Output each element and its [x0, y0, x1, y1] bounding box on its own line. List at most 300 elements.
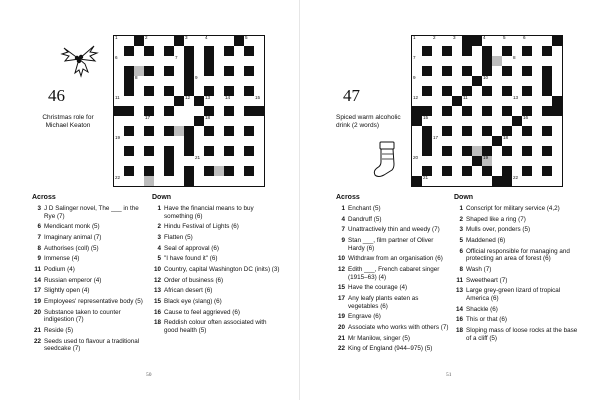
- grid-cell[interactable]: [214, 46, 223, 55]
- grid-cell[interactable]: [552, 116, 561, 125]
- grid-cell[interactable]: [254, 116, 263, 125]
- grid-cell[interactable]: [134, 66, 143, 75]
- grid-cell[interactable]: [134, 76, 143, 85]
- grid-cell[interactable]: [174, 146, 183, 155]
- grid-cell[interactable]: [412, 86, 421, 95]
- grid-cell[interactable]: [452, 66, 461, 75]
- grid-cell[interactable]: [234, 146, 243, 155]
- grid-cell[interactable]: [422, 176, 431, 185]
- grid-cell[interactable]: [144, 76, 153, 85]
- crossword-grid[interactable]: [411, 35, 563, 187]
- grid-cell[interactable]: [234, 176, 243, 185]
- grid-cell[interactable]: [482, 156, 491, 165]
- grid-cell[interactable]: [244, 176, 253, 185]
- grid-cell[interactable]: [174, 126, 183, 135]
- grid-cell[interactable]: [512, 166, 521, 175]
- grid-cell[interactable]: [214, 146, 223, 155]
- grid-cell[interactable]: [482, 76, 491, 85]
- grid-cell[interactable]: [154, 46, 163, 55]
- grid-cell[interactable]: [412, 166, 421, 175]
- grid-cell[interactable]: [432, 176, 441, 185]
- grid-cell[interactable]: [234, 126, 243, 135]
- grid-cell[interactable]: [144, 116, 153, 125]
- grid-cell[interactable]: [234, 86, 243, 95]
- grid-cell[interactable]: [164, 96, 173, 105]
- grid-cell[interactable]: [194, 86, 203, 95]
- grid-cell[interactable]: [164, 76, 173, 85]
- grid-cell[interactable]: [174, 56, 183, 65]
- grid-cell[interactable]: [244, 156, 253, 165]
- grid-cell[interactable]: [432, 136, 441, 145]
- grid-cell[interactable]: [442, 96, 451, 105]
- grid-cell[interactable]: [224, 116, 233, 125]
- grid-cell[interactable]: [522, 56, 531, 65]
- grid-cell[interactable]: [254, 46, 263, 55]
- grid-cell[interactable]: [412, 36, 421, 45]
- grid-cell[interactable]: [204, 136, 213, 145]
- grid-cell[interactable]: [174, 66, 183, 75]
- grid-cell[interactable]: [224, 96, 233, 105]
- grid-cell[interactable]: [512, 46, 521, 55]
- grid-cell[interactable]: [512, 126, 521, 135]
- grid-cell[interactable]: [492, 166, 501, 175]
- grid-cell[interactable]: [154, 126, 163, 135]
- grid-cell[interactable]: [154, 36, 163, 45]
- grid-cell[interactable]: [114, 46, 123, 55]
- grid-cell[interactable]: [194, 76, 203, 85]
- grid-cell[interactable]: [442, 76, 451, 85]
- grid-cell[interactable]: [552, 136, 561, 145]
- grid-cell[interactable]: [204, 76, 213, 85]
- grid-cell[interactable]: [114, 56, 123, 65]
- grid-cell[interactable]: [194, 66, 203, 75]
- grid-cell[interactable]: [462, 96, 471, 105]
- grid-cell[interactable]: [512, 136, 521, 145]
- grid-cell[interactable]: [482, 36, 491, 45]
- grid-cell[interactable]: [552, 126, 561, 135]
- grid-cell[interactable]: [422, 36, 431, 45]
- grid-cell[interactable]: [432, 96, 441, 105]
- grid-cell[interactable]: [512, 106, 521, 115]
- grid-cell[interactable]: [532, 46, 541, 55]
- grid-cell[interactable]: [542, 56, 551, 65]
- grid-cell[interactable]: [254, 156, 263, 165]
- grid-cell[interactable]: [522, 156, 531, 165]
- grid-cell[interactable]: [254, 86, 263, 95]
- grid-cell[interactable]: [492, 56, 501, 65]
- grid-cell[interactable]: [482, 136, 491, 145]
- grid-cell[interactable]: [512, 86, 521, 95]
- grid-cell[interactable]: [512, 156, 521, 165]
- grid-cell[interactable]: [472, 86, 481, 95]
- grid-cell[interactable]: [492, 96, 501, 105]
- grid-cell[interactable]: [164, 56, 173, 65]
- grid-cell[interactable]: [204, 96, 213, 105]
- grid-cell[interactable]: [552, 56, 561, 65]
- grid-cell[interactable]: [124, 96, 133, 105]
- grid-cell[interactable]: [134, 106, 143, 115]
- grid-cell[interactable]: [124, 36, 133, 45]
- grid-cell[interactable]: [452, 106, 461, 115]
- grid-cell[interactable]: [432, 56, 441, 65]
- grid-cell[interactable]: [184, 116, 193, 125]
- grid-cell[interactable]: [432, 86, 441, 95]
- grid-cell[interactable]: [432, 156, 441, 165]
- grid-cell[interactable]: [472, 176, 481, 185]
- grid-cell[interactable]: [412, 126, 421, 135]
- grid-cell[interactable]: [522, 96, 531, 105]
- grid-cell[interactable]: [492, 156, 501, 165]
- grid-cell[interactable]: [224, 36, 233, 45]
- grid-cell[interactable]: [144, 36, 153, 45]
- grid-cell[interactable]: [532, 86, 541, 95]
- grid-cell[interactable]: [432, 116, 441, 125]
- grid-cell[interactable]: [492, 66, 501, 75]
- grid-cell[interactable]: [502, 96, 511, 105]
- grid-cell[interactable]: [194, 166, 203, 175]
- grid-cell[interactable]: [224, 156, 233, 165]
- grid-cell[interactable]: [174, 136, 183, 145]
- grid-cell[interactable]: [254, 136, 263, 145]
- grid-cell[interactable]: [482, 96, 491, 105]
- grid-cell[interactable]: [532, 176, 541, 185]
- grid-cell[interactable]: [214, 176, 223, 185]
- grid-cell[interactable]: [114, 156, 123, 165]
- grid-cell[interactable]: [442, 36, 451, 45]
- grid-cell[interactable]: [114, 176, 123, 185]
- grid-cell[interactable]: [154, 106, 163, 115]
- grid-cell[interactable]: [442, 156, 451, 165]
- grid-cell[interactable]: [134, 96, 143, 105]
- grid-cell[interactable]: [154, 56, 163, 65]
- grid-cell[interactable]: [462, 156, 471, 165]
- grid-cell[interactable]: [214, 36, 223, 45]
- grid-cell[interactable]: [492, 116, 501, 125]
- grid-cell[interactable]: [452, 36, 461, 45]
- grid-cell[interactable]: [134, 166, 143, 175]
- grid-cell[interactable]: [144, 56, 153, 65]
- grid-cell[interactable]: [194, 46, 203, 55]
- grid-cell[interactable]: [144, 136, 153, 145]
- grid-cell[interactable]: [512, 146, 521, 155]
- grid-cell[interactable]: [174, 86, 183, 95]
- grid-cell[interactable]: [472, 66, 481, 75]
- grid-cell[interactable]: [432, 76, 441, 85]
- grid-cell[interactable]: [174, 76, 183, 85]
- grid-cell[interactable]: [442, 176, 451, 185]
- grid-cell[interactable]: [522, 116, 531, 125]
- grid-cell[interactable]: [412, 146, 421, 155]
- grid-cell[interactable]: [432, 146, 441, 155]
- grid-cell[interactable]: [412, 56, 421, 65]
- grid-cell[interactable]: [134, 86, 143, 95]
- grid-cell[interactable]: [552, 146, 561, 155]
- grid-cell[interactable]: [442, 116, 451, 125]
- grid-cell[interactable]: [412, 66, 421, 75]
- grid-cell[interactable]: [194, 56, 203, 65]
- grid-cell[interactable]: [552, 66, 561, 75]
- grid-cell[interactable]: [114, 146, 123, 155]
- grid-cell[interactable]: [124, 116, 133, 125]
- grid-cell[interactable]: [154, 146, 163, 155]
- grid-cell[interactable]: [134, 56, 143, 65]
- grid-cell[interactable]: [114, 136, 123, 145]
- grid-cell[interactable]: [512, 66, 521, 75]
- grid-cell[interactable]: [552, 156, 561, 165]
- grid-cell[interactable]: [154, 136, 163, 145]
- grid-cell[interactable]: [552, 166, 561, 175]
- grid-cell[interactable]: [532, 36, 541, 45]
- grid-cell[interactable]: [542, 176, 551, 185]
- grid-cell[interactable]: [532, 76, 541, 85]
- grid-cell[interactable]: [234, 46, 243, 55]
- grid-cell[interactable]: [214, 166, 223, 175]
- grid-cell[interactable]: [134, 156, 143, 165]
- grid-cell[interactable]: [432, 46, 441, 55]
- grid-cell[interactable]: [422, 116, 431, 125]
- grid-cell[interactable]: [254, 166, 263, 175]
- grid-cell[interactable]: [512, 56, 521, 65]
- grid-cell[interactable]: [124, 176, 133, 185]
- grid-cell[interactable]: [254, 96, 263, 105]
- grid-cell[interactable]: [164, 136, 173, 145]
- grid-cell[interactable]: [154, 76, 163, 85]
- grid-cell[interactable]: [194, 106, 203, 115]
- grid-cell[interactable]: [432, 66, 441, 75]
- grid-cell[interactable]: [472, 136, 481, 145]
- grid-cell[interactable]: [492, 36, 501, 45]
- grid-cell[interactable]: [532, 66, 541, 75]
- grid-cell[interactable]: [114, 166, 123, 175]
- grid-cell[interactable]: [472, 146, 481, 155]
- grid-cell[interactable]: [254, 36, 263, 45]
- grid-cell[interactable]: [472, 56, 481, 65]
- grid-cell[interactable]: [194, 146, 203, 155]
- grid-cell[interactable]: [204, 116, 213, 125]
- grid-cell[interactable]: [214, 96, 223, 105]
- grid-cell[interactable]: [234, 156, 243, 165]
- grid-cell[interactable]: [114, 126, 123, 135]
- grid-cell[interactable]: [542, 96, 551, 105]
- grid-cell[interactable]: [532, 136, 541, 145]
- grid-cell[interactable]: [432, 166, 441, 175]
- grid-cell[interactable]: [254, 146, 263, 155]
- grid-cell[interactable]: [452, 146, 461, 155]
- grid-cell[interactable]: [184, 106, 193, 115]
- grid-cell[interactable]: [134, 126, 143, 135]
- grid-cell[interactable]: [154, 176, 163, 185]
- grid-cell[interactable]: [144, 176, 153, 185]
- grid-cell[interactable]: [214, 66, 223, 75]
- grid-cell[interactable]: [522, 176, 531, 185]
- grid-cell[interactable]: [144, 156, 153, 165]
- grid-cell[interactable]: [174, 106, 183, 115]
- grid-cell[interactable]: [134, 116, 143, 125]
- grid-cell[interactable]: [224, 76, 233, 85]
- grid-cell[interactable]: [114, 36, 123, 45]
- grid-cell[interactable]: [254, 176, 263, 185]
- grid-cell[interactable]: [472, 116, 481, 125]
- grid-cell[interactable]: [214, 86, 223, 95]
- grid-cell[interactable]: [532, 106, 541, 115]
- grid-cell[interactable]: [522, 76, 531, 85]
- grid-cell[interactable]: [512, 176, 521, 185]
- grid-cell[interactable]: [442, 136, 451, 145]
- grid-cell[interactable]: [254, 56, 263, 65]
- grid-cell[interactable]: [234, 76, 243, 85]
- grid-cell[interactable]: [532, 146, 541, 155]
- grid-cell[interactable]: [502, 136, 511, 145]
- grid-cell[interactable]: [214, 106, 223, 115]
- grid-cell[interactable]: [174, 176, 183, 185]
- grid-cell[interactable]: [194, 176, 203, 185]
- grid-cell[interactable]: [422, 96, 431, 105]
- grid-cell[interactable]: [194, 136, 203, 145]
- grid-cell[interactable]: [452, 166, 461, 175]
- grid-cell[interactable]: [542, 156, 551, 165]
- grid-cell[interactable]: [412, 96, 421, 105]
- grid-cell[interactable]: [492, 86, 501, 95]
- grid-cell[interactable]: [164, 176, 173, 185]
- grid-cell[interactable]: [194, 156, 203, 165]
- grid-cell[interactable]: [492, 76, 501, 85]
- grid-cell[interactable]: [542, 36, 551, 45]
- grid-cell[interactable]: [492, 106, 501, 115]
- grid-cell[interactable]: [452, 176, 461, 185]
- grid-cell[interactable]: [412, 46, 421, 55]
- grid-cell[interactable]: [472, 96, 481, 105]
- grid-cell[interactable]: [154, 166, 163, 175]
- grid-cell[interactable]: [452, 46, 461, 55]
- grid-cell[interactable]: [512, 96, 521, 105]
- grid-cell[interactable]: [502, 56, 511, 65]
- grid-cell[interactable]: [214, 56, 223, 65]
- grid-cell[interactable]: [164, 116, 173, 125]
- grid-cell[interactable]: [522, 36, 531, 45]
- grid-cell[interactable]: [144, 96, 153, 105]
- grid-cell[interactable]: [244, 96, 253, 105]
- grid-cell[interactable]: [214, 136, 223, 145]
- grid-cell[interactable]: [234, 66, 243, 75]
- grid-cell[interactable]: [462, 176, 471, 185]
- grid-cell[interactable]: [422, 76, 431, 85]
- grid-cell[interactable]: [522, 136, 531, 145]
- grid-cell[interactable]: [552, 176, 561, 185]
- grid-cell[interactable]: [134, 176, 143, 185]
- grid-cell[interactable]: [462, 136, 471, 145]
- grid-cell[interactable]: [542, 116, 551, 125]
- grid-cell[interactable]: [244, 76, 253, 85]
- grid-cell[interactable]: [234, 136, 243, 145]
- grid-cell[interactable]: [134, 46, 143, 55]
- grid-cell[interactable]: [174, 46, 183, 55]
- grid-cell[interactable]: [154, 96, 163, 105]
- grid-cell[interactable]: [114, 96, 123, 105]
- grid-cell[interactable]: [452, 56, 461, 65]
- grid-cell[interactable]: [502, 156, 511, 165]
- grid-cell[interactable]: [224, 136, 233, 145]
- grid-cell[interactable]: [532, 126, 541, 135]
- grid-cell[interactable]: [532, 56, 541, 65]
- grid-cell[interactable]: [234, 96, 243, 105]
- grid-cell[interactable]: [532, 156, 541, 165]
- grid-cell[interactable]: [432, 36, 441, 45]
- grid-cell[interactable]: [422, 56, 431, 65]
- grid-cell[interactable]: [452, 86, 461, 95]
- grid-cell[interactable]: [492, 146, 501, 155]
- grid-cell[interactable]: [442, 56, 451, 65]
- grid-cell[interactable]: [412, 156, 421, 165]
- grid-cell[interactable]: [462, 56, 471, 65]
- grid-cell[interactable]: [502, 36, 511, 45]
- grid-cell[interactable]: [244, 56, 253, 65]
- grid-cell[interactable]: [244, 116, 253, 125]
- grid-cell[interactable]: [532, 116, 541, 125]
- grid-cell[interactable]: [482, 176, 491, 185]
- grid-cell[interactable]: [124, 156, 133, 165]
- grid-cell[interactable]: [452, 136, 461, 145]
- grid-cell[interactable]: [194, 36, 203, 45]
- grid-cell[interactable]: [214, 76, 223, 85]
- grid-cell[interactable]: [492, 46, 501, 55]
- grid-cell[interactable]: [134, 136, 143, 145]
- grid-cell[interactable]: [224, 176, 233, 185]
- grid-cell[interactable]: [234, 166, 243, 175]
- grid-cell[interactable]: [234, 116, 243, 125]
- grid-cell[interactable]: [462, 116, 471, 125]
- grid-cell[interactable]: [214, 156, 223, 165]
- grid-cell[interactable]: [462, 76, 471, 85]
- grid-cell[interactable]: [174, 116, 183, 125]
- grid-cell[interactable]: [204, 156, 213, 165]
- grid-cell[interactable]: [204, 176, 213, 185]
- grid-cell[interactable]: [422, 156, 431, 165]
- grid-cell[interactable]: [502, 116, 511, 125]
- grid-cell[interactable]: [244, 36, 253, 45]
- grid-cell[interactable]: [452, 156, 461, 165]
- grid-cell[interactable]: [154, 156, 163, 165]
- grid-cell[interactable]: [254, 76, 263, 85]
- grid-cell[interactable]: [482, 116, 491, 125]
- grid-cell[interactable]: [472, 106, 481, 115]
- grid-cell[interactable]: [512, 36, 521, 45]
- grid-cell[interactable]: [184, 96, 193, 105]
- grid-cell[interactable]: [234, 56, 243, 65]
- grid-cell[interactable]: [124, 56, 133, 65]
- grid-cell[interactable]: [254, 126, 263, 135]
- grid-cell[interactable]: [532, 166, 541, 175]
- crossword-grid[interactable]: [113, 35, 265, 187]
- grid-cell[interactable]: [174, 156, 183, 165]
- grid-cell[interactable]: [472, 166, 481, 175]
- grid-cell[interactable]: [472, 46, 481, 55]
- grid-cell[interactable]: [154, 116, 163, 125]
- grid-cell[interactable]: [134, 146, 143, 155]
- grid-cell[interactable]: [552, 86, 561, 95]
- grid-cell[interactable]: [124, 136, 133, 145]
- grid-cell[interactable]: [154, 66, 163, 75]
- grid-cell[interactable]: [552, 76, 561, 85]
- grid-cell[interactable]: [492, 126, 501, 135]
- grid-cell[interactable]: [214, 116, 223, 125]
- grid-cell[interactable]: [244, 136, 253, 145]
- grid-cell[interactable]: [114, 116, 123, 125]
- grid-cell[interactable]: [412, 76, 421, 85]
- grid-cell[interactable]: [114, 86, 123, 95]
- grid-cell[interactable]: [452, 116, 461, 125]
- grid-cell[interactable]: [224, 56, 233, 65]
- grid-cell[interactable]: [114, 66, 123, 75]
